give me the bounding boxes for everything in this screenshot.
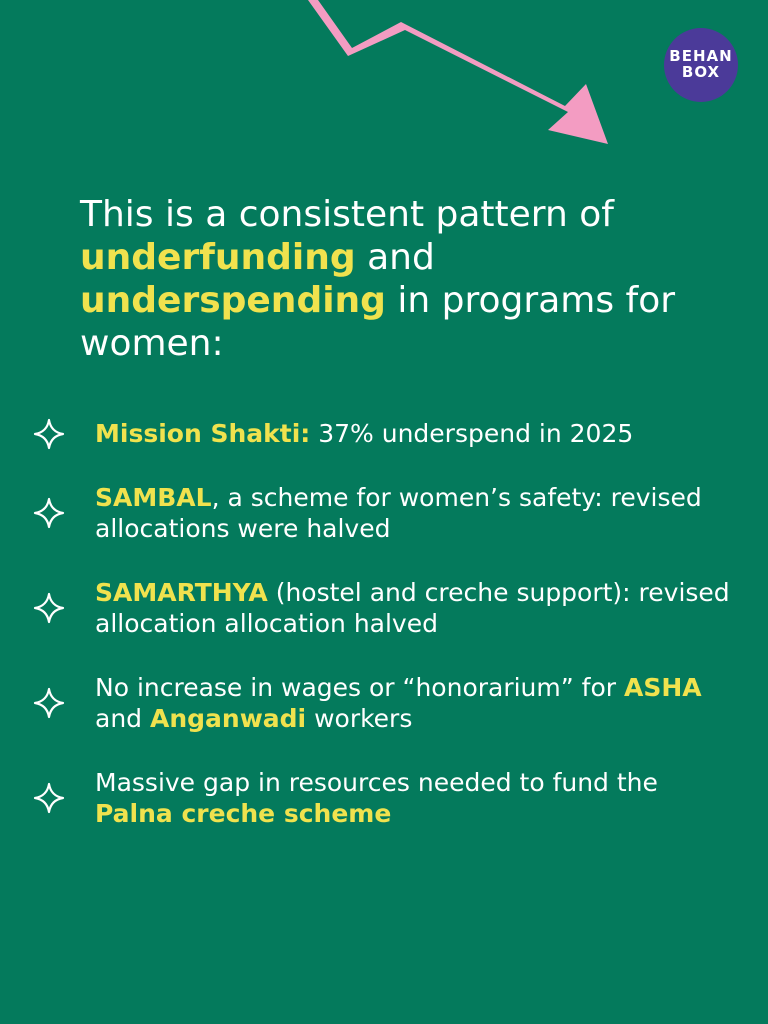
bullet-highlight: Palna creche scheme [95,799,392,828]
headline-highlight-underspending: underspending [80,280,386,321]
bullet-text: , a scheme for women’s safety: revised allocations were halved [95,483,702,543]
bullet-highlight-asha: ASHA [623,673,702,702]
headline-text-1: This is a consistent pattern of [80,194,614,235]
bullet-text: No increase in wages or “honorarium” for [95,673,624,702]
logo-line-2: BOX [681,63,721,81]
bullet-text: workers [306,704,413,733]
downward-trend-arrow-icon [0,0,768,160]
bullet-list [33,418,733,862]
bullet-text: and [95,704,150,733]
bullet-sambal [33,482,733,544]
headline [80,193,680,365]
bullet-highlight: SAMBAL [95,483,212,512]
bullet-palna [33,767,733,829]
sparkle-icon [33,418,65,450]
bullet-text: Massive gap in resources needed to fund the [95,768,658,797]
headline-highlight-underfunding: underfunding [80,237,356,278]
bullet-highlight-anganwadi: Anganwadi [149,704,307,733]
behan-box-logo [664,28,738,102]
headline-text-3: in programs for women: [80,280,676,364]
bullet-highlight: SAMARTHYA [95,578,268,607]
logo-line-1: BEHAN [669,47,733,66]
sparkle-icon [33,592,65,624]
bullet-mission-shakti [33,418,733,449]
bullet-samarthya [33,577,733,639]
bullet-text: 37% underspend in 2025 [310,419,634,448]
bullet-highlight: Mission Shakti: [95,419,311,448]
bullet-text: (hostel and creche support): revised allocation allocation halved [95,578,730,638]
sparkle-icon [33,497,65,529]
sparkle-icon [33,687,65,719]
headline-text-2: and [355,237,435,278]
sparkle-icon [33,782,65,814]
bullet-asha-anganwadi [33,672,733,734]
